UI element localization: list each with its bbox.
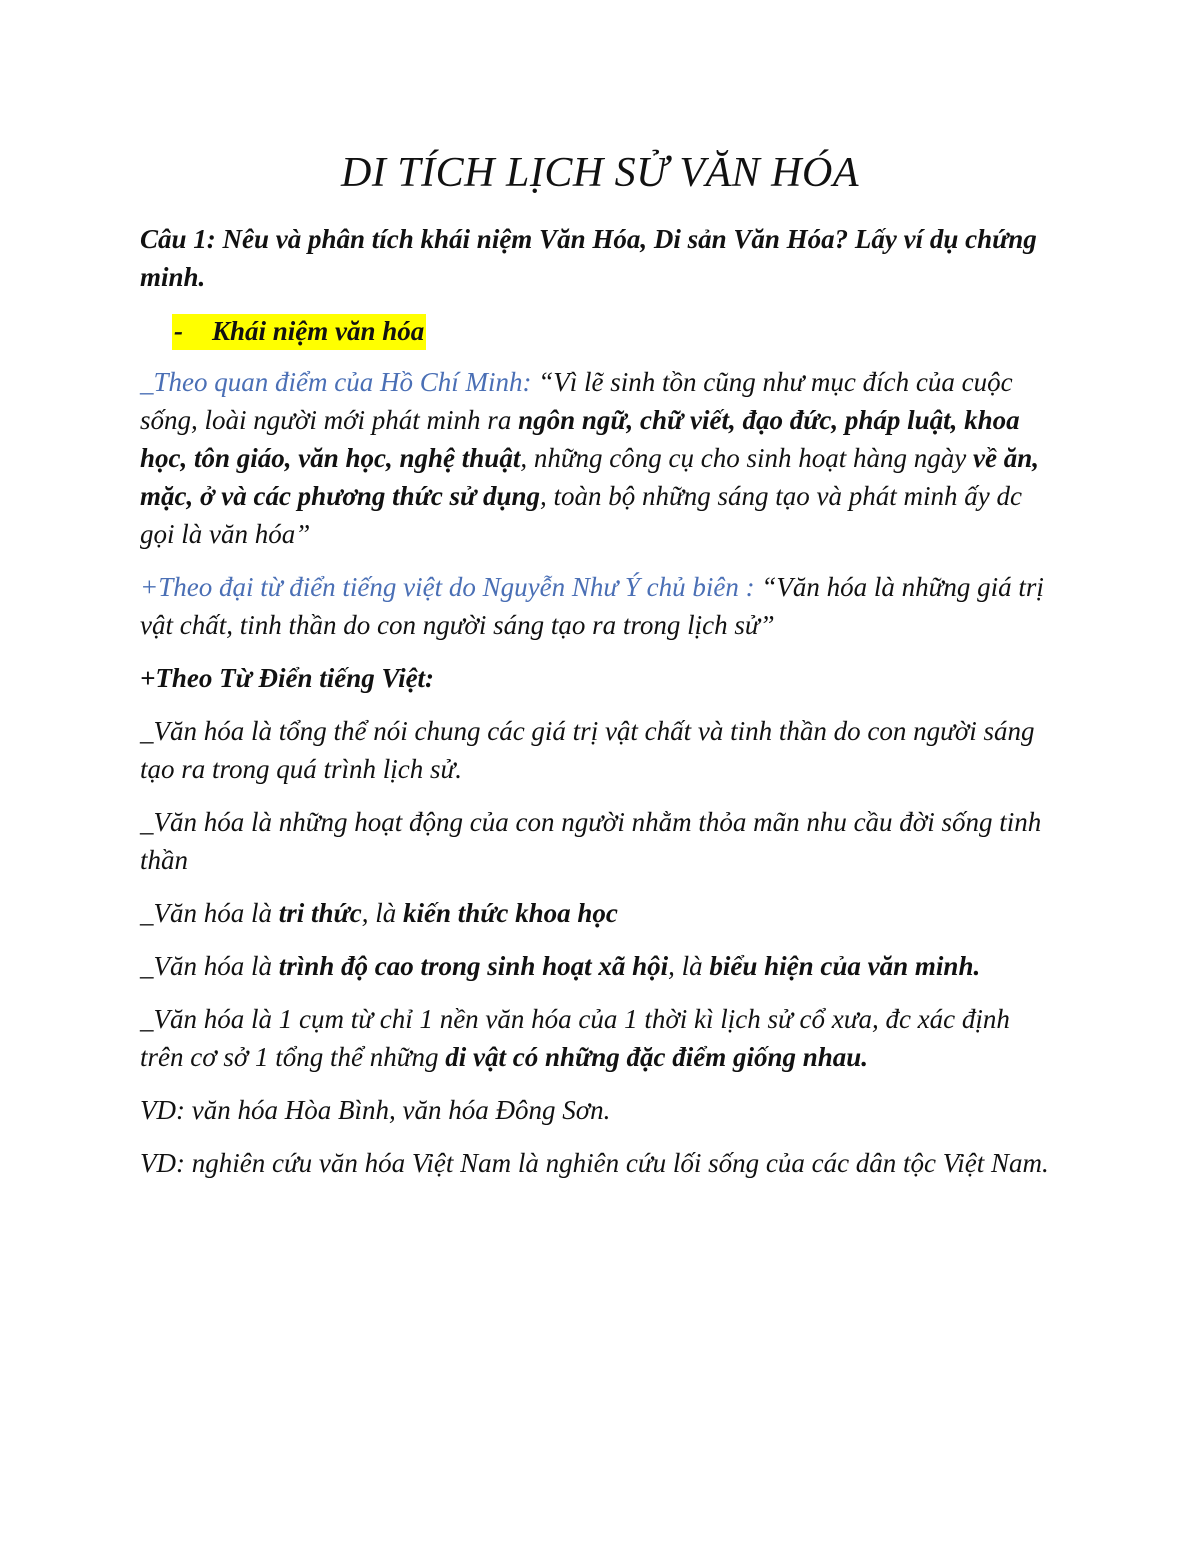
definition-4 — [140, 947, 1060, 985]
definition-5-a: _Văn hóa là 1 cụm từ chỉ 1 nền văn hóa của 1 thời kì lịch sử cổ xưa, đc xác định trên cơ sở 1 tổng thể những — [140, 1004, 1010, 1072]
definition-4-c: , là — [668, 951, 710, 981]
definition-1: _Văn hóa là tổng thể nói chung các giá trị vật chất và tinh thần do con người sáng tạo ra trong quá trình lịch sử. — [140, 716, 1035, 784]
list-dash: - — [174, 316, 183, 346]
definition-4-a: _Văn hóa là — [140, 951, 279, 981]
definition-4-b: trình độ cao trong sinh hoạt xã hội — [278, 951, 669, 981]
definition-5 — [140, 1000, 1060, 1076]
quote-part-1: “Vì lẽ sinh tồn cũng như mục đích của cuộc sống, loài người mới phát minh ra — [140, 367, 1013, 435]
quote-bold-2: về ăn, mặc, ở và các phương thức sử dụng — [140, 443, 1039, 511]
definition-5-b: di vật có những đặc điểm giống nhau. — [445, 1042, 869, 1072]
quote-part-2: , những công cụ cho sinh hoạt hàng ngày — [520, 443, 973, 473]
definition-4-d: biểu hiện của văn minh. — [709, 951, 981, 981]
example-2: VD: nghiên cứu văn hóa Việt Nam là nghiên cứu lối sống của các dân tộc Việt Nam. — [140, 1148, 1049, 1178]
ho-chi-minh-paragraph — [140, 363, 1060, 553]
dai-tu-dien-quote: “Văn hóa là những giá trị vật chất, tinh thần do con người sáng tạo ra trong lịch sử” — [140, 572, 1044, 640]
definition-3 — [140, 894, 1060, 932]
highlighted-heading — [172, 314, 426, 350]
quote-bold-1: ngôn ngữ, chữ viết, đạo đức, pháp luật, khoa học, tôn giáo, văn học, nghệ thuật — [140, 405, 1020, 473]
document-content — [140, 140, 1060, 1197]
definition-3-c: , là — [361, 898, 403, 928]
document-title: DI TÍCH LỊCH SỬ VĂN HÓA — [340, 150, 859, 196]
definition-3-d: kiến thức khoa học — [402, 898, 618, 928]
tu-dien-heading: +Theo Từ Điển tiếng Việt: — [140, 663, 435, 693]
section-heading — [140, 311, 1060, 351]
example-1: VD: văn hóa Hòa Bình, văn hóa Đông Sơn. — [140, 1095, 611, 1125]
definition-3-b: tri thức — [278, 898, 362, 928]
quote-part-3: , toàn bộ những sáng tạo và phát minh ấy dc gọi là văn hóa” — [140, 481, 1022, 549]
definition-2: _Văn hóa là những hoạt động của con người nhằm thỏa mãn nhu cầu đời sống tinh thần — [140, 807, 1042, 875]
dai-tu-dien-paragraph — [140, 568, 1060, 644]
ho-chi-minh-source: _Theo quan điểm của Hồ Chí Minh: — [140, 367, 532, 397]
question-heading: Câu 1: Nêu và phân tích khái niệm Văn Hóa, Di sản Văn Hóa? Lấy ví dụ chứng minh. — [140, 224, 1037, 292]
section-heading-text: Khái niệm văn hóa — [212, 316, 425, 346]
definition-3-a: _Văn hóa là — [140, 898, 279, 928]
dai-tu-dien-source: +Theo đại từ điển tiếng việt do Nguyễn Như Ý chủ biên : — [140, 572, 755, 602]
